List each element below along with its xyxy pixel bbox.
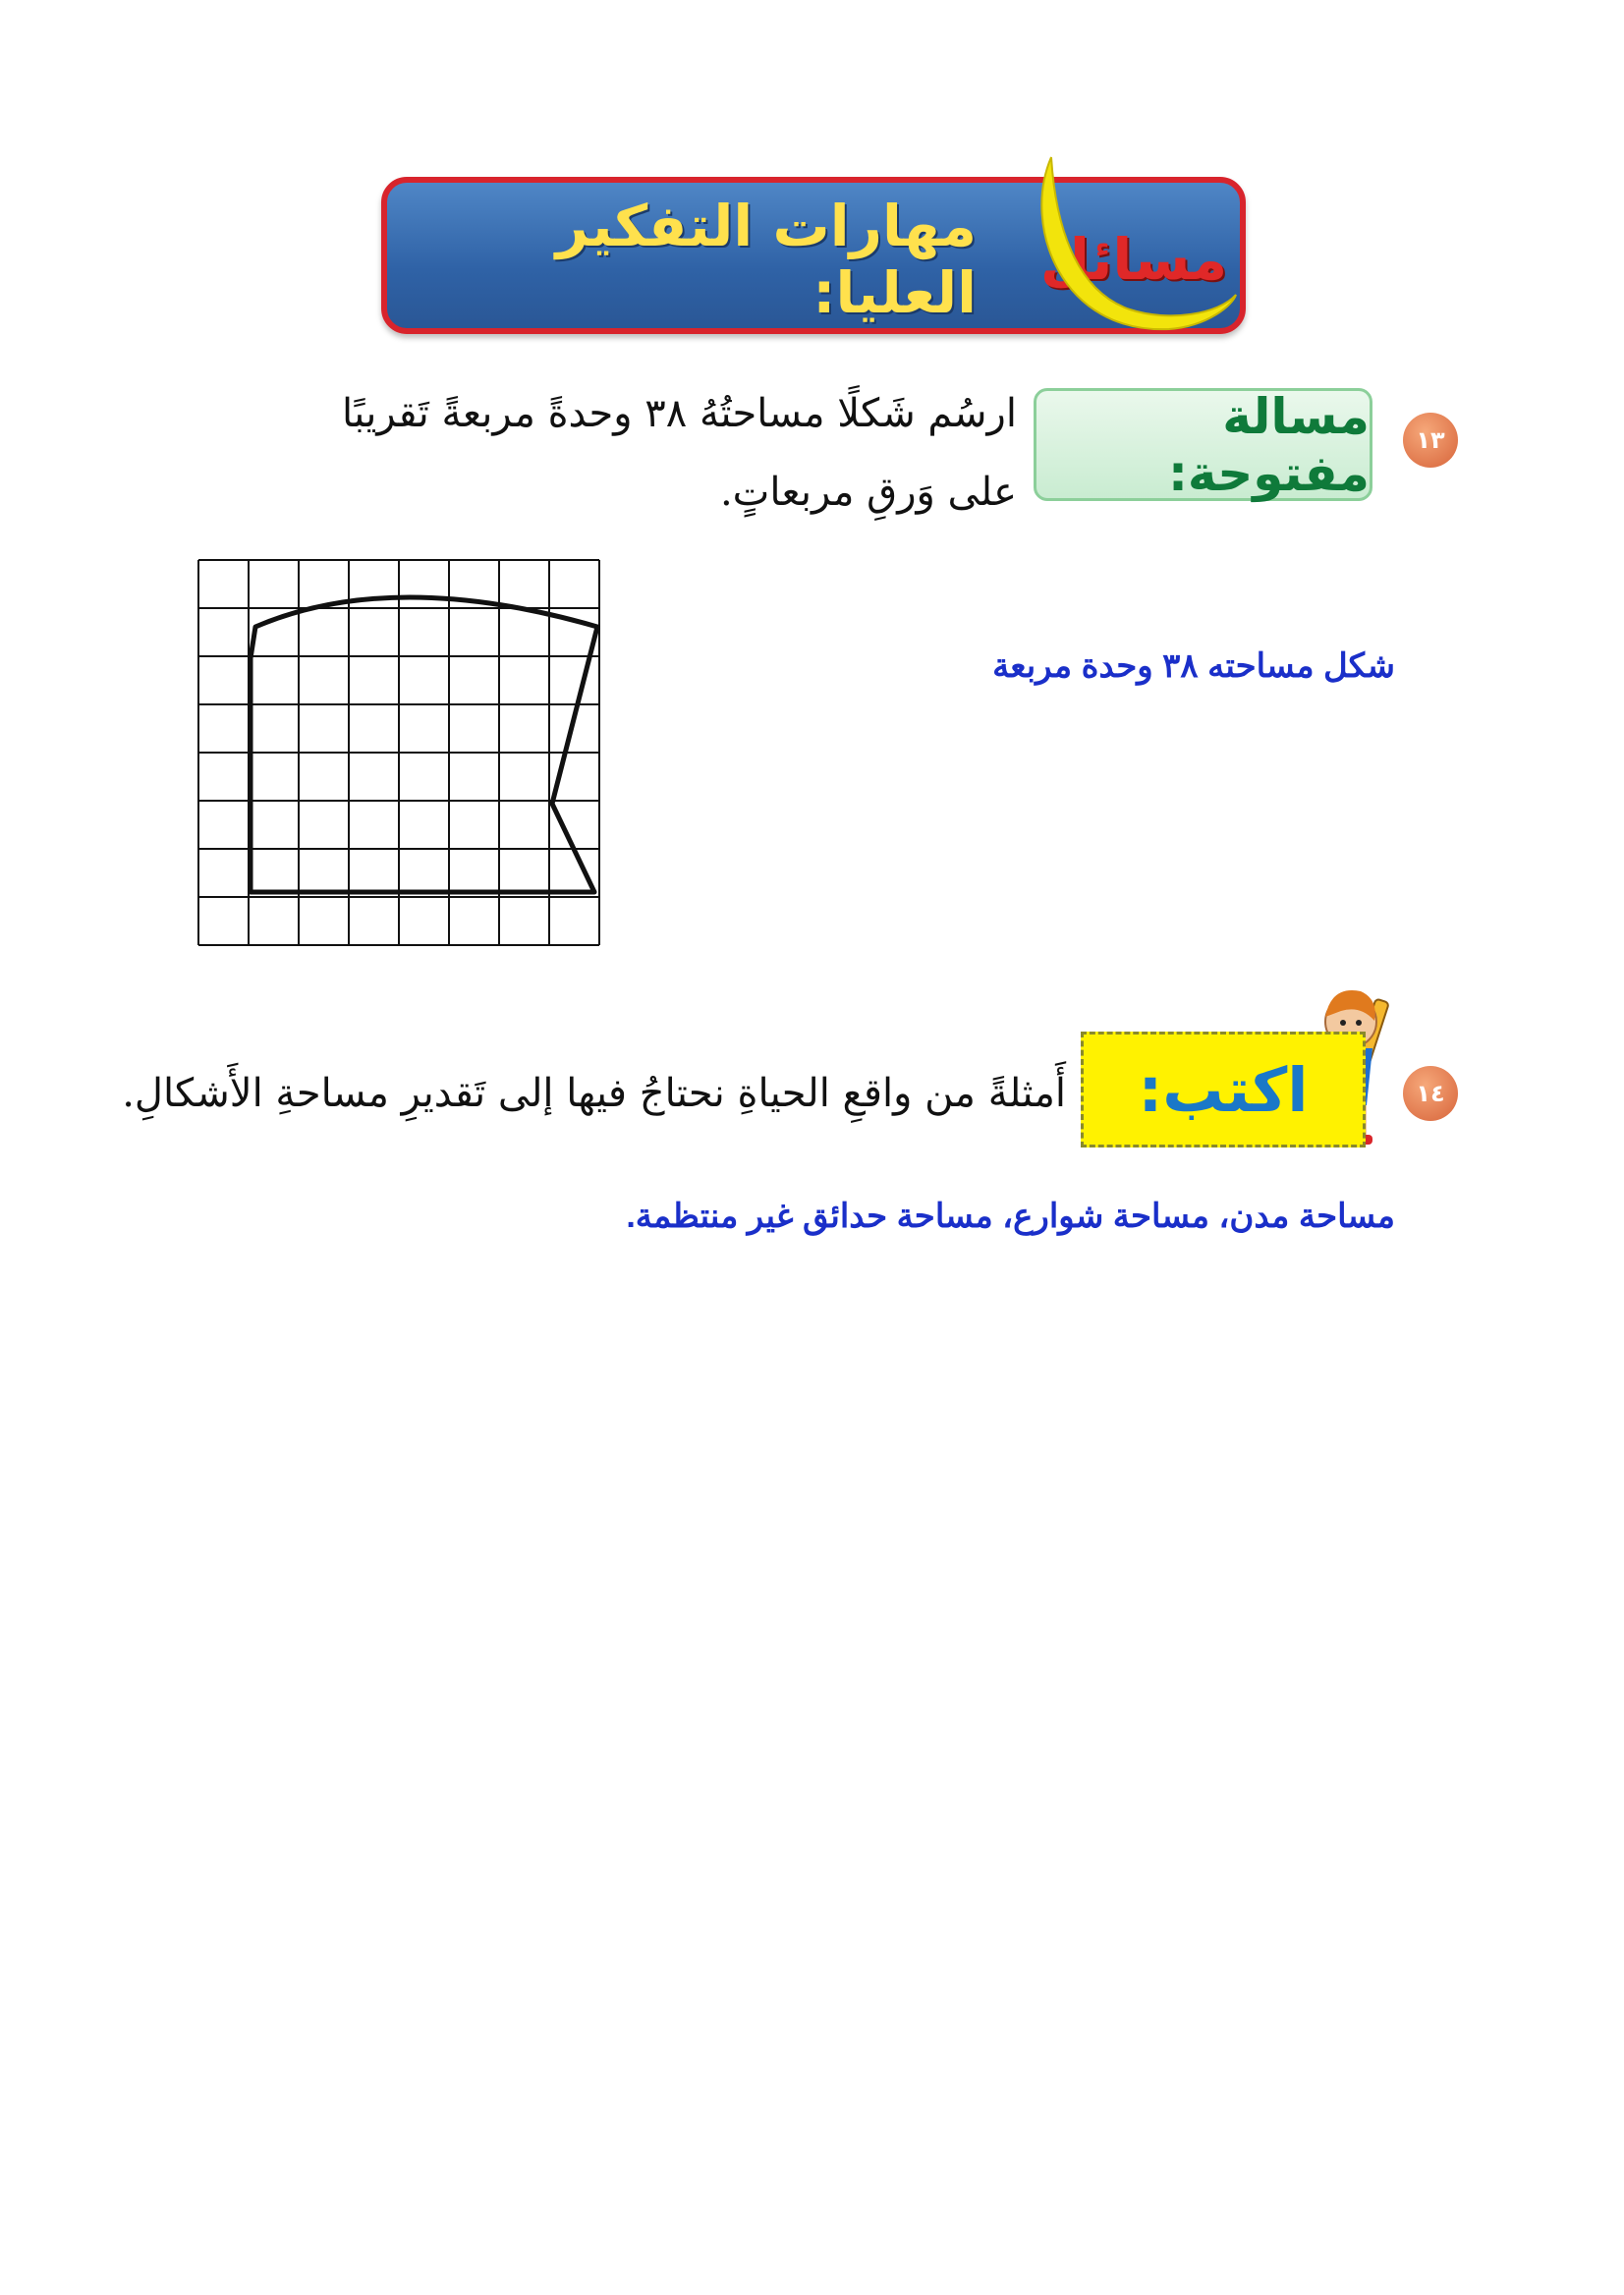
banner-title-accent: مسائل [1039,226,1228,293]
number-badge-icon [1403,1066,1458,1121]
banner-title: مهارات التفكير العليا: [555,193,977,326]
answer-text: مساحة مدن، مساحة شوارع، مساحة حدائق غير منتظمة. [626,1198,1395,1235]
open-problem-label: مسالة مفتوحة: [1034,388,1372,501]
answer-text: شكل مساحته ٣٨ وحدة مربعة [992,647,1395,685]
write-label: اكتب: [1081,1032,1366,1148]
question-text-line-1: ارسُم شَكلًا مساحتُهُ ٣٨ وحدةً مربعةً تَقريبًا [341,391,1017,436]
question-number: ١٣ [1416,426,1445,454]
number-badge-icon [1403,413,1458,468]
crescent-icon [1022,147,1238,344]
question-number: ١٤ [1416,1080,1445,1107]
square-grid-drawing [196,558,601,947]
question-text-line-2: على وَرقِ مربعاتٍ. [719,470,1017,515]
question-text: أَمثلةً من واقعِ الحياةِ نحتاجُ فيها إلى تَقديرِ مساحةِ الأَشكالِ. [122,1071,1066,1116]
